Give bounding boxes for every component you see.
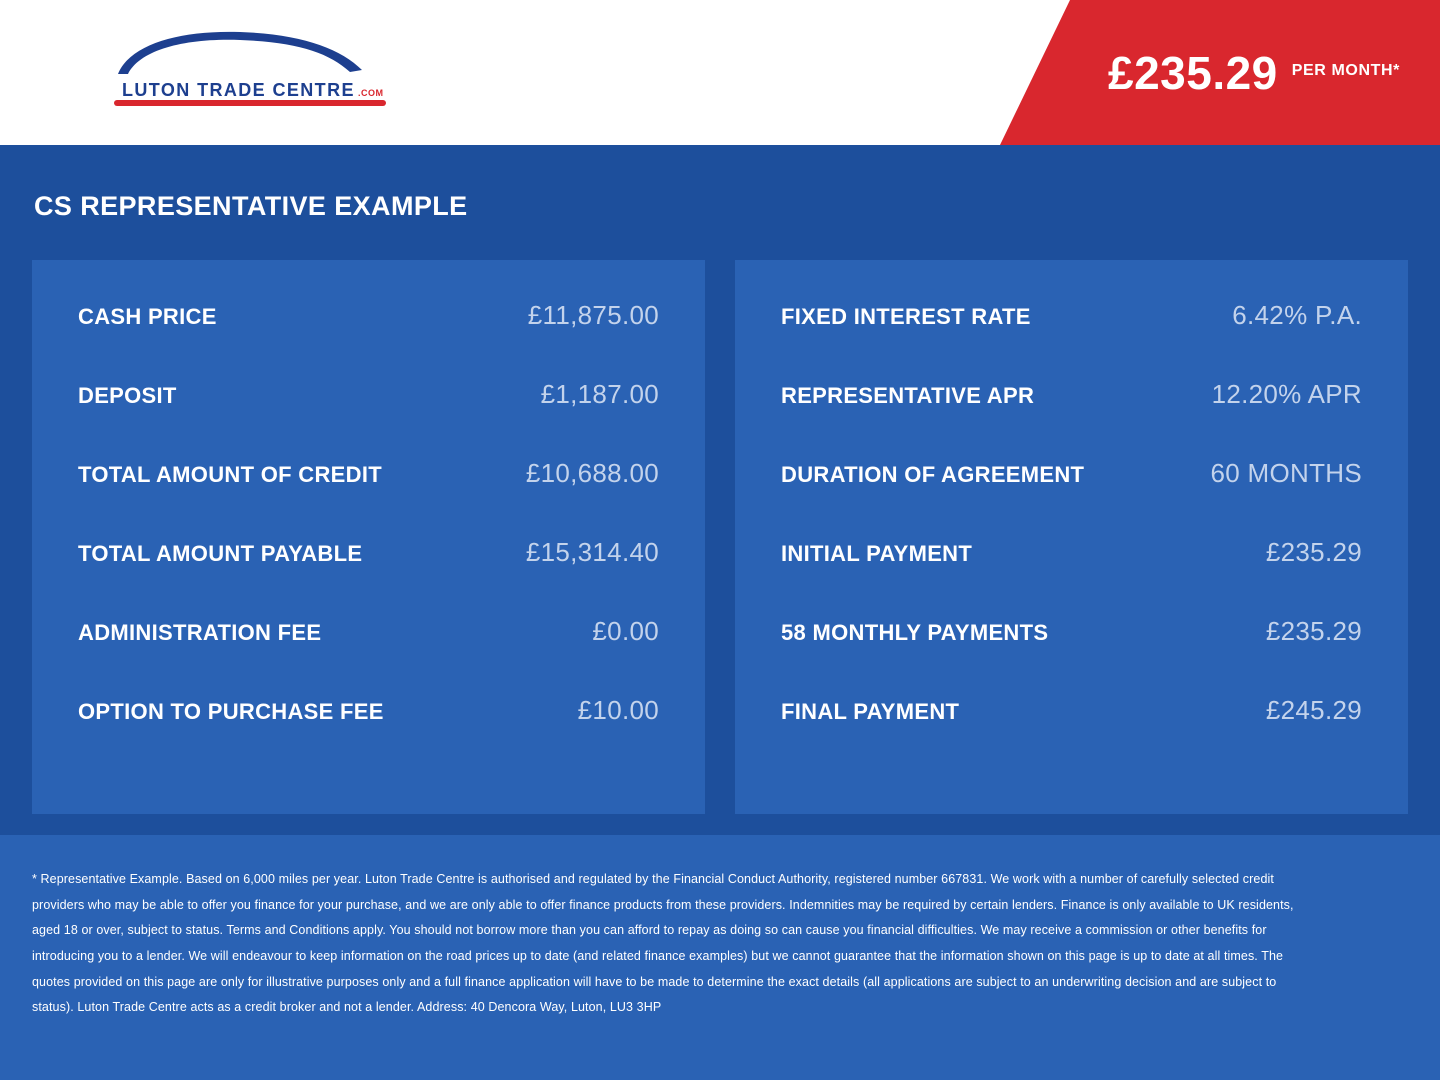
row-value: £10.00	[577, 695, 659, 725]
table-row	[78, 616, 659, 695]
logo-wordmark: LUTON TRADE CENTRE	[122, 80, 355, 100]
page-title: CS REPRESENTATIVE EXAMPLE	[34, 191, 468, 221]
table-row	[781, 300, 1362, 379]
row-label: TOTAL AMOUNT PAYABLE	[78, 541, 363, 566]
row-value: £11,875.00	[527, 300, 659, 330]
logo-graphic	[100, 22, 400, 122]
row-label: 58 MONTHLY PAYMENTS	[781, 620, 1049, 645]
table-row	[781, 616, 1362, 695]
finance-panel-left	[32, 260, 705, 814]
finance-panels	[32, 260, 1408, 814]
row-value: £245.29	[1265, 695, 1362, 725]
table-row	[781, 537, 1362, 616]
row-label: CASH PRICE	[78, 304, 217, 329]
row-value: £0.00	[592, 616, 659, 646]
table-row	[78, 379, 659, 458]
row-label: OPTION TO PURCHASE FEE	[78, 699, 384, 724]
row-value: £1,187.00	[540, 379, 659, 409]
table-row	[781, 458, 1362, 537]
site-logo[interactable]	[100, 22, 400, 122]
finance-panel-right	[735, 260, 1408, 814]
row-label: DEPOSIT	[78, 383, 177, 408]
table-row	[78, 458, 659, 537]
row-value: 6.42% P.A.	[1232, 300, 1362, 330]
row-label: TOTAL AMOUNT OF CREDIT	[78, 462, 382, 487]
row-value: 60 MONTHS	[1210, 458, 1362, 488]
row-label: INITIAL PAYMENT	[781, 541, 973, 566]
table-row	[78, 537, 659, 616]
table-row	[78, 300, 659, 379]
monthly-price-period: PER MONTH*	[1291, 61, 1400, 79]
row-value: £235.29	[1265, 537, 1362, 567]
row-value: £235.29	[1265, 616, 1362, 646]
row-value: £15,314.40	[525, 537, 659, 567]
row-value: £10,688.00	[525, 458, 659, 488]
page-footer	[0, 835, 1440, 1080]
table-row	[781, 695, 1362, 774]
logo-domain-suffix: .COM	[358, 88, 384, 98]
price-banner	[1000, 0, 1440, 145]
row-label: FIXED INTEREST RATE	[781, 304, 1031, 329]
row-label: FINAL PAYMENT	[781, 699, 960, 724]
row-label: ADMINISTRATION FEE	[78, 620, 322, 645]
table-row	[781, 379, 1362, 458]
page-header	[0, 0, 1440, 145]
table-row	[78, 695, 659, 774]
row-value: 12.20% APR	[1211, 379, 1362, 409]
main-content	[0, 145, 1440, 835]
disclaimer-text: * Representative Example. Based on 6,000 miles per year. Luton Trade Centre is authorised and regulated by the Financial Conduct Authority, registered number 667831. We work with a number of carefully selected credit providers who may be able to offer you finance for your purchase, and we are only able to offer finance products from these providers. Indemnities may be required by certain lenders. Finance is only available to UK residents, aged 18 or over, subject to status. Terms and Conditions apply. You should not borrow more than you can afford to repay as doing so can cause you financial difficulties. We may receive a commission or other benefits for introducing you to a lender. We will endeavour to keep information on the road prices up to date (and related finance examples) but we cannot guarantee that the information shown on this page is up to date at all times. The quotes provided on this page are only for illustrative purposes only and a full finance application will have to be made to determine the exact details (all applications are subject to an underwriting decision and are subject to status). Luton Trade Centre acts as a credit broker and not a lender. Address: 40 Dencora Way, Luton, LU3 3HP	[32, 872, 1294, 1015]
monthly-price-amount: £235.29	[1107, 46, 1278, 99]
row-label: REPRESENTATIVE APR	[781, 383, 1035, 408]
row-label: DURATION OF AGREEMENT	[781, 462, 1085, 487]
